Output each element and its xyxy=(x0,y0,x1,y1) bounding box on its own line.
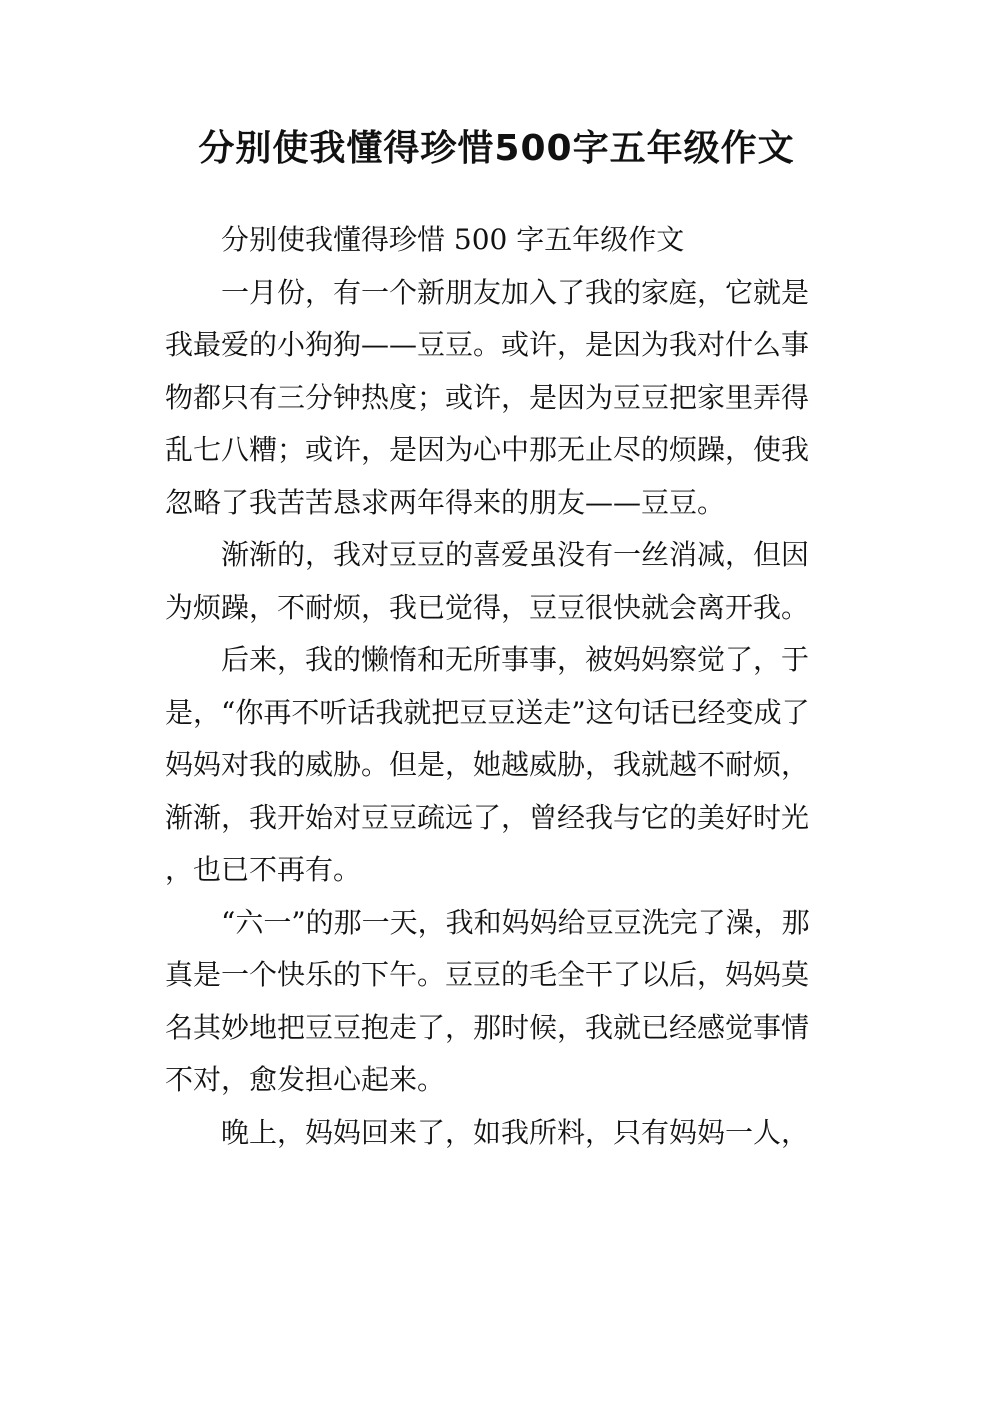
document-body xyxy=(165,214,833,1159)
document-title: 分别使我懂得珍惜500字五年级作文 xyxy=(198,128,795,169)
paragraph: 渐渐的，我对豆豆的喜爱虽没有一丝消减，但因为烦躁，不耐烦，我已觉得，豆豆很快就会离开我。 xyxy=(165,538,810,624)
paragraph: 后来，我的懒惰和无所事事，被妈妈察觉了，于是，“你再不听话我就把豆豆送走”这句话已经变成了妈妈对我的威胁。但是，她越威胁，我就越不耐烦，渐渐，我开始对豆豆疏远了，曾经我与它的美好时光，也已不再有。 xyxy=(165,643,810,886)
paragraph-subtitle: 分别使我懂得珍惜 500 字五年级作文 xyxy=(221,223,685,256)
paragraph: 一月份，有一个新朋友加入了我的家庭，它就是我最爱的小狗狗——豆豆。或许，是因为我对什么事物都只有三分钟热度；或许，是因为豆豆把家里弄得乱七八糟；或许，是因为心中那无止尽的烦躁，使我忽略了我苦苦恳求两年得来的朋友——豆豆。 xyxy=(165,275,810,519)
paragraph: 晚上，妈妈回来了，如我所料，只有妈妈一人， xyxy=(221,1115,810,1149)
paragraph: “六一”的那一天，我和妈妈给豆豆洗完了澡，那真是一个快乐的下午。豆豆的毛全干了以后，妈妈莫名其妙地把豆豆抱走了，那时候，我就已经感觉事情不对，愈发担心起来。 xyxy=(165,905,810,1096)
